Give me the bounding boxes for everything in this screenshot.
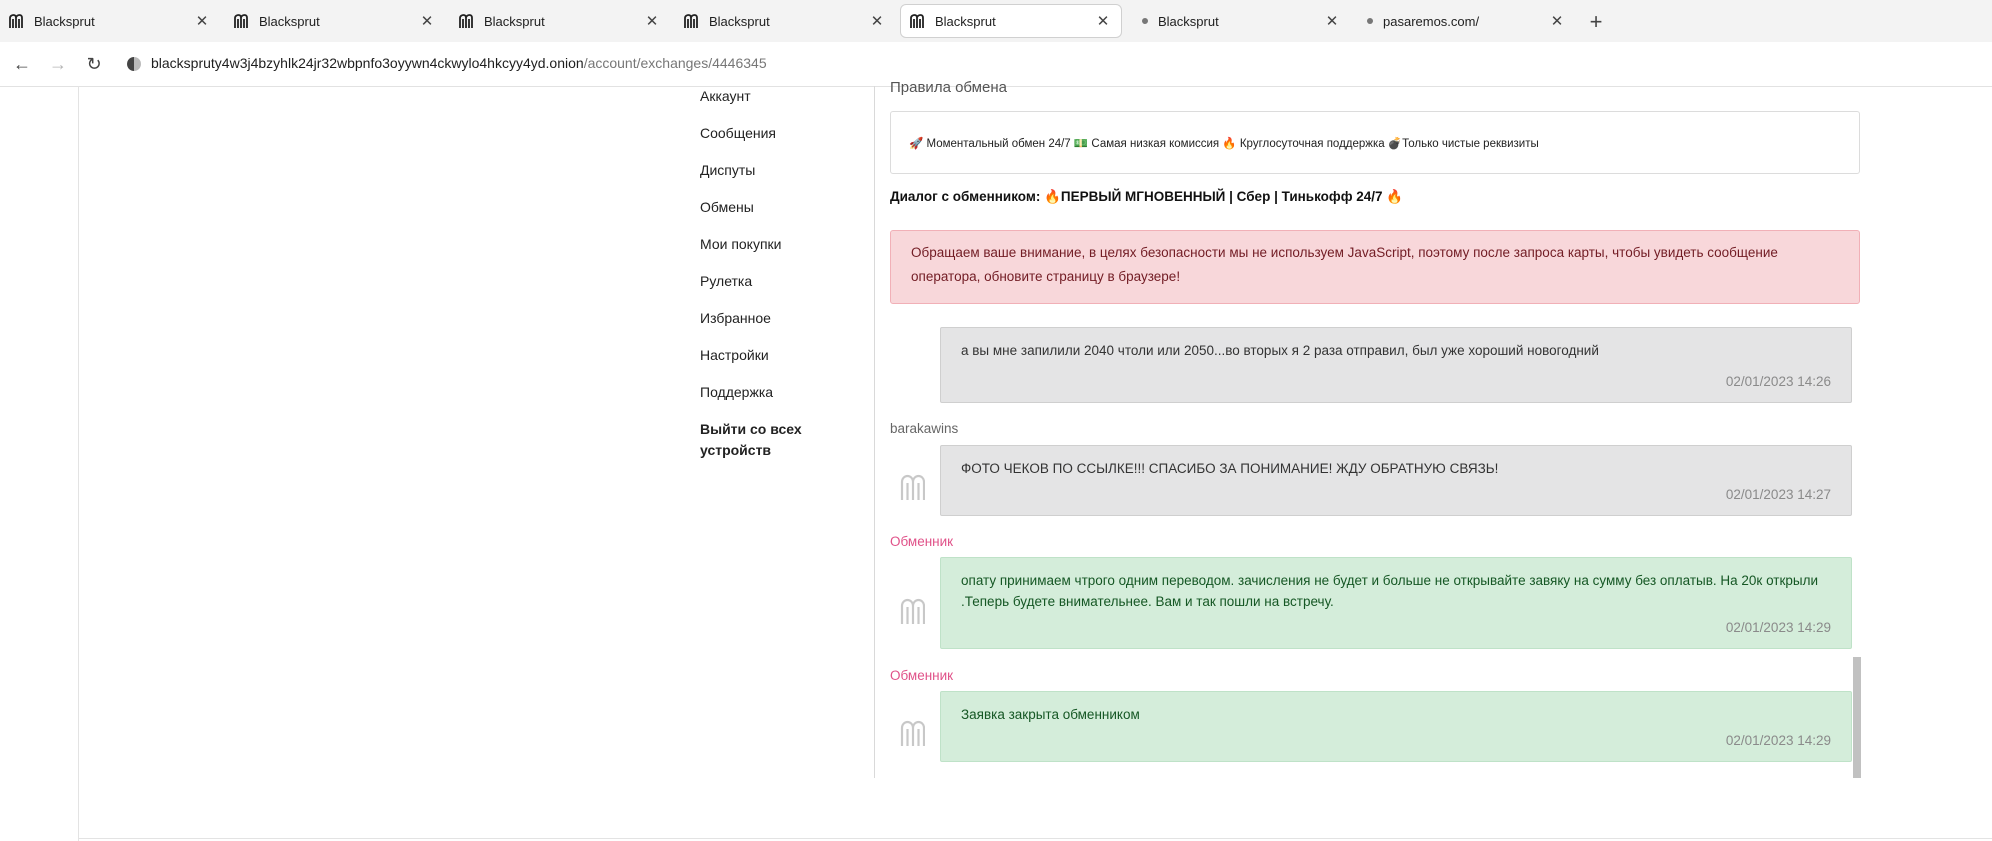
javascript-warning-alert <box>890 230 1860 304</box>
blacksprut-logo-icon <box>458 13 476 29</box>
sidebar-item-messages[interactable]: Сообщения <box>700 125 776 141</box>
page-divider <box>78 838 1992 839</box>
close-icon[interactable]: ✕ <box>1096 13 1110 30</box>
message-bubble-operator <box>940 691 1852 762</box>
close-icon[interactable]: ✕ <box>1550 13 1564 30</box>
close-icon[interactable]: ✕ <box>195 13 209 30</box>
site-info-icon[interactable] <box>127 57 141 71</box>
browser-tab[interactable] <box>225 4 445 38</box>
content-divider <box>874 86 875 778</box>
blacksprut-logo-icon <box>8 13 26 29</box>
close-icon[interactable]: ✕ <box>645 13 659 30</box>
message-text: Заявка закрыта обменником <box>961 707 1140 722</box>
sidebar-item-settings[interactable]: Настройки <box>700 347 769 363</box>
tab-title: Blacksprut <box>484 13 545 29</box>
tab-title: Blacksprut <box>709 13 770 29</box>
browser-tab-active[interactable] <box>900 4 1122 38</box>
messages-scrollbar-thumb[interactable] <box>1853 657 1861 778</box>
exchange-rules-title: Правила обмена <box>890 79 1007 96</box>
browser-tab[interactable] <box>1130 4 1350 38</box>
back-arrow-icon[interactable]: ← <box>13 54 31 74</box>
browser-tab[interactable] <box>0 4 220 38</box>
logout-all-devices-link[interactable]: Выйти со всех устройств <box>700 421 802 458</box>
browser-tab[interactable] <box>1355 4 1575 38</box>
tab-strip <box>0 0 1992 42</box>
reload-icon[interactable]: ↻ <box>86 54 102 74</box>
close-icon[interactable]: ✕ <box>420 13 434 30</box>
message-author-operator: Обменник <box>890 534 954 549</box>
avatar-icon <box>899 718 925 748</box>
avatar-icon <box>899 596 925 626</box>
sidebar-item-support[interactable]: Поддержка <box>700 384 774 400</box>
new-tab-button[interactable]: + <box>1589 9 1603 34</box>
exchange-rules-text: 🚀 Моментальный обмен 24/7 💵 Самая низкая комиссия 🔥 Круглосуточная поддержка 💣Только чистые реквизиты <box>909 137 1539 150</box>
exchanger-name: 🔥ПЕРВЫЙ МГНОВЕННЫЙ | Сбер | Тинькофф 24/7 🔥 <box>1044 189 1404 204</box>
message-bubble <box>940 445 1852 516</box>
exchange-rules-box <box>890 111 1860 174</box>
loading-dot-icon <box>1142 18 1148 24</box>
page-divider <box>78 86 79 841</box>
message-text: ФОТО ЧЕКОВ ПО ССЫЛКЕ!!! СПАСИБО ЗА ПОНИМАНИЕ! ЖДУ ОБРАТНУЮ СВЯЗЬ! <box>961 461 1499 476</box>
sidebar-item-account[interactable]: Аккаунт <box>700 88 751 104</box>
browser-tab[interactable] <box>450 4 670 38</box>
message-time: 02/01/2023 14:29 <box>1725 733 1831 748</box>
sidebar-item-exchanges[interactable]: Обмены <box>700 199 754 215</box>
message-time: 02/01/2023 14:29 <box>1725 620 1831 635</box>
tab-title: Blacksprut <box>259 13 320 29</box>
tab-title: pasaremos.com/ <box>1383 13 1480 29</box>
close-icon[interactable]: ✕ <box>1325 13 1339 30</box>
message-text: а вы мне запилили 2040 чтоли или 2050...во вторых я 2 раза отправил, был уже хороший новогодний <box>961 343 1599 358</box>
sidebar-item-purchases[interactable]: Мои покупки <box>700 236 782 252</box>
message-time: 02/01/2023 14:26 <box>1725 374 1831 389</box>
sidebar-item-favorites[interactable]: Избранное <box>700 310 771 326</box>
forward-arrow-icon[interactable]: → <box>49 54 67 74</box>
blacksprut-logo-icon <box>233 13 251 29</box>
message-text: опату принимаем чтрого одним переводом. зачисления не будет и больше не открывайте завяку на сумму без оплатыв. На 20к открыли .Теперь будете внимательнее. Вам и так пошли на встречу. <box>961 573 1819 609</box>
avatar-icon <box>899 472 925 502</box>
url-path: /account/exchanges/4446345 <box>583 55 767 71</box>
loading-dot-icon <box>1367 18 1373 24</box>
blacksprut-logo-icon <box>909 13 927 29</box>
browser-tab[interactable] <box>675 4 895 38</box>
dialog-label: Диалог с обменником: <box>890 189 1041 204</box>
url-host: blacksprutу4w3j4bzyhlk24jr32wbpnfo3oyywn4ckwylo4hkcyy4yd.onion <box>151 55 584 71</box>
message-author-operator: Обменник <box>890 668 954 683</box>
close-icon[interactable]: ✕ <box>870 13 884 30</box>
message-bubble-operator <box>940 557 1852 649</box>
tab-title: Blacksprut <box>935 13 996 29</box>
address-bar[interactable] <box>151 55 767 71</box>
blacksprut-logo-icon <box>683 13 701 29</box>
message-author: barakawins <box>890 421 959 436</box>
sidebar-item-roulette[interactable]: Рулетка <box>700 273 753 289</box>
alert-text: Обращаем ваше внимание, в целях безопасности мы не используем JavaScript, поэтому после запроса карты, чтобы увидеть сообщение оператора, обновите страницу в браузере! <box>911 245 1778 284</box>
message-time: 02/01/2023 14:27 <box>1725 487 1831 502</box>
dialog-heading <box>890 189 1403 205</box>
message-bubble <box>940 327 1852 403</box>
sidebar-item-disputes[interactable]: Диспуты <box>700 162 756 178</box>
tab-title: Blacksprut <box>1158 13 1219 29</box>
tab-title: Blacksprut <box>34 13 95 29</box>
